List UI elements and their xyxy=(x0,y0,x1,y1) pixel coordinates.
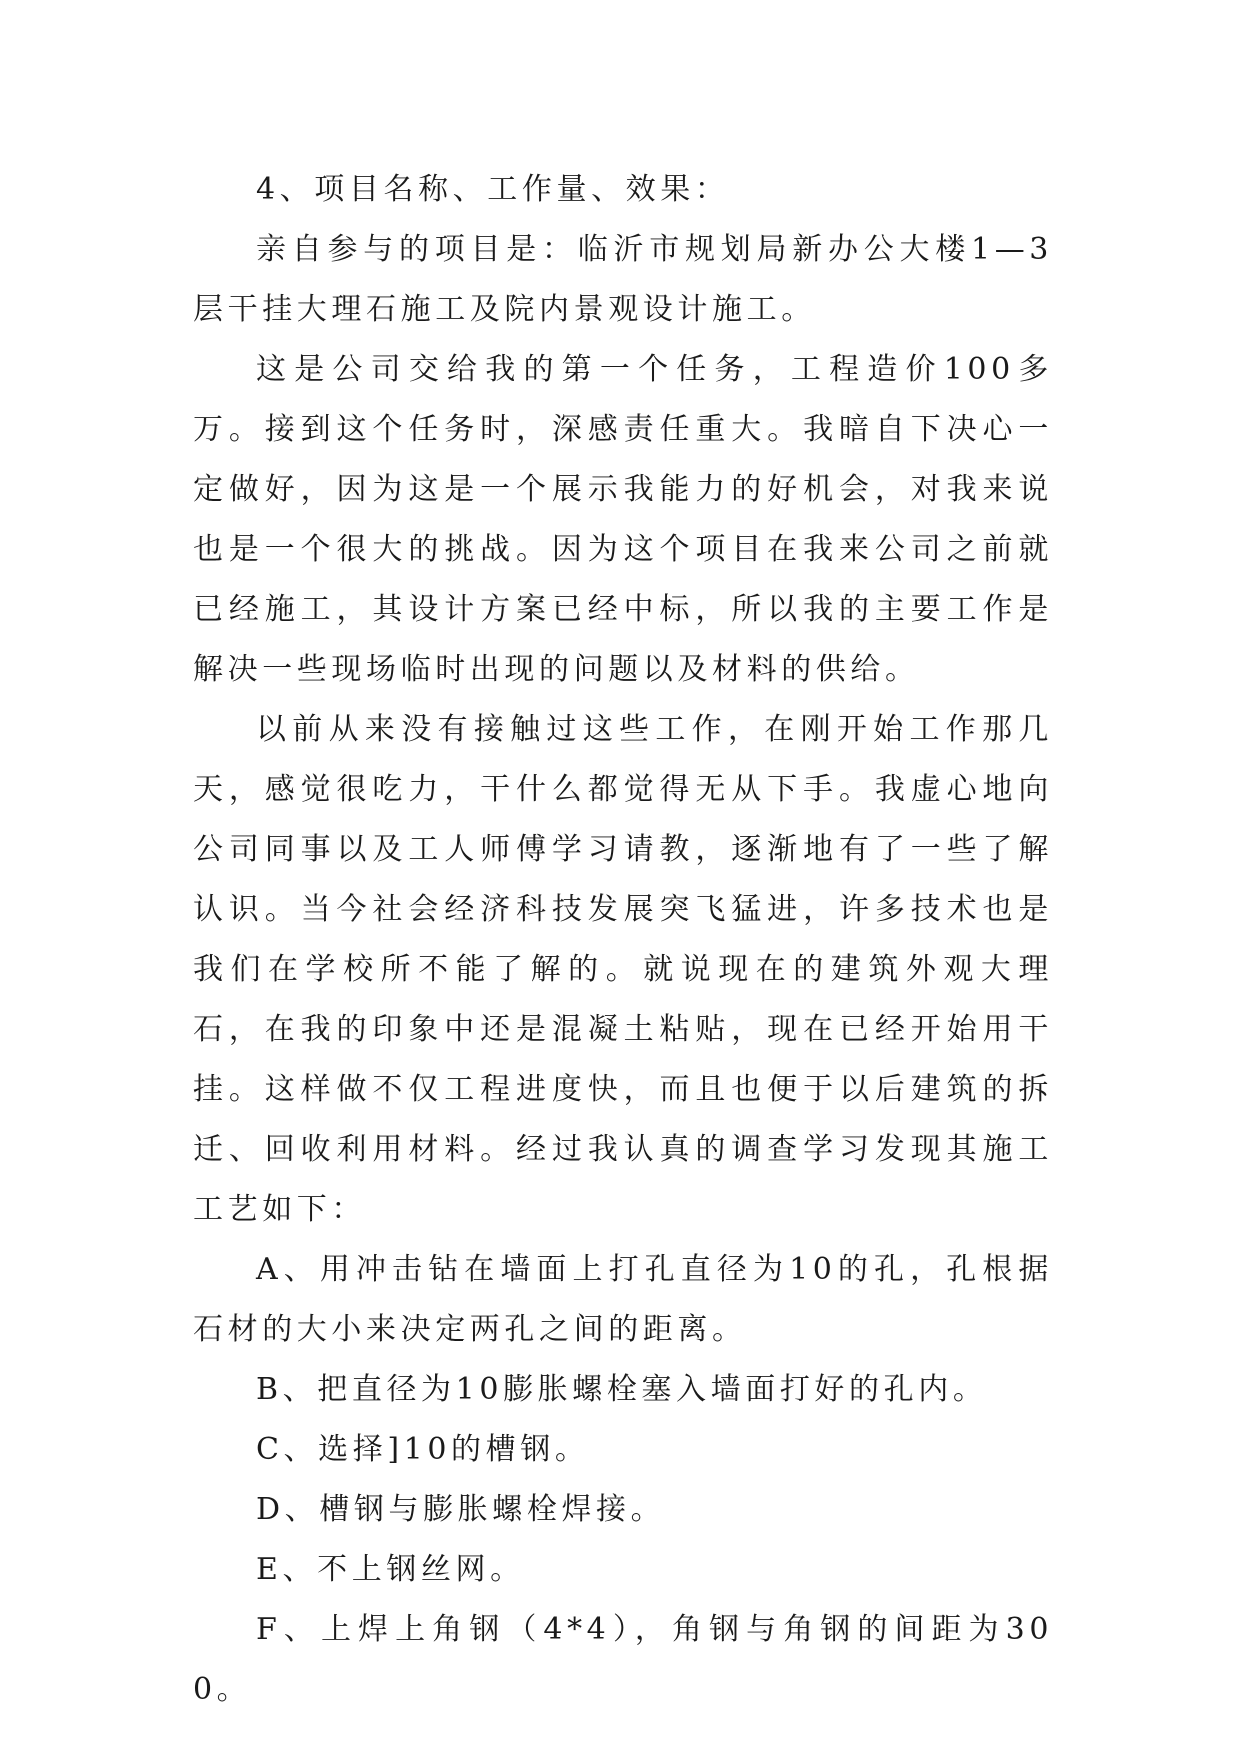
step-c: C、选择]10的槽钢。 xyxy=(256,1432,590,1467)
paragraph-learning: 以前从来没有接触过这些工作，在刚开始工作那几天，感觉很吃力，干什么都觉得无从下手。我虚心地向公司同事以及工人师傅学习请教，逐渐地有了一些了解认识。当今社会经济科技发展突飞猛进，许多技术也是我们在学校所不能了解的。就说现在的建筑外观大理石，在我的印象中还是混凝土粘贴，现在已经开始用干挂。这样做不仅工程进度快，而且也便于以后建筑的拆迁、回收利用材料。经过我认真的调查学习发现其施工工艺如下： xyxy=(193,712,1053,1227)
document-body xyxy=(193,160,1053,1720)
section-heading: 4、项目名称、工作量、效果： xyxy=(256,172,730,207)
step-e: E、不上钢丝网。 xyxy=(256,1552,525,1587)
paragraph-project: 亲自参与的项目是：临沂市规划局新办公大楼1—3层干挂大理石施工及院内景观设计施工。 xyxy=(193,232,1053,327)
step-d: D、槽钢与膨胀螺栓焊接。 xyxy=(256,1492,666,1527)
step-a: A、用冲击钻在墙面上打孔直径为10的孔，孔根据石材的大小来决定两孔之间的距离。 xyxy=(193,1252,1053,1347)
step-f: F、上焊上角钢（4*4），角钢与角钢的间距为300。 xyxy=(193,1612,1053,1707)
step-b: B、把直径为10膨胀螺栓塞入墙面打好的孔内。 xyxy=(256,1372,988,1407)
paragraph-task: 这是公司交给我的第一个任务，工程造价100多万。接到这个任务时，深感责任重大。我暗自下决心一定做好，因为这是一个展示我能力的好机会，对我来说也是一个很大的挑战。因为这个项目在我来公司之前就已经施工，其设计方案已经中标，所以我的主要工作是解决一些现场临时出现的问题以及材料的供给。 xyxy=(193,352,1053,687)
